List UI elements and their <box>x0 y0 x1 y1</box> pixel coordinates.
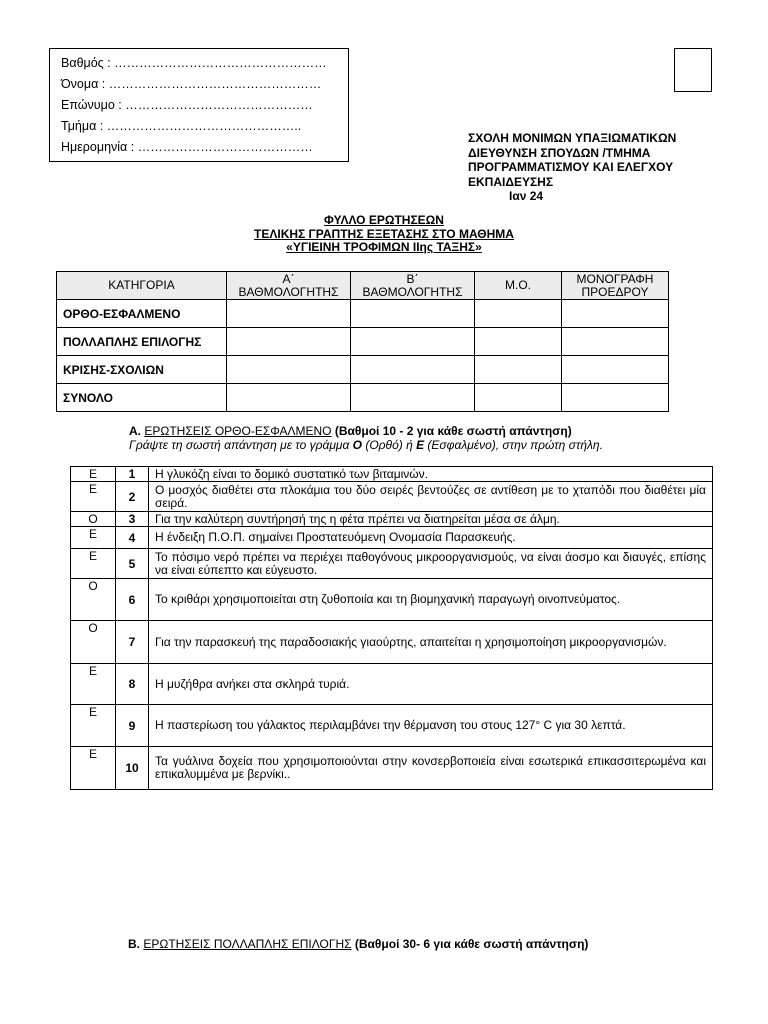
grades-header-row <box>57 272 669 300</box>
question-text: Η παστερίωση του γάλακτος περιλαμβάνει την θέρμανση του στους 127° C για 30 λεπτά. <box>149 705 713 747</box>
school-department-3: ΕΚΠΑΙΔΕΥΣΗΣ <box>468 174 554 189</box>
header-signature <box>562 272 669 300</box>
grade-cell[interactable] <box>475 384 562 412</box>
question-row <box>71 579 713 621</box>
instr-part-2: (Ορθό) ή <box>362 438 417 452</box>
grade-field[interactable]: Βαθμός : …………………………………………… <box>61 56 327 70</box>
grade-cell[interactable] <box>562 384 669 412</box>
header-grader-b-line1: Β΄ <box>406 271 419 286</box>
question-row <box>71 747 713 790</box>
grade-cell[interactable] <box>227 328 351 356</box>
question-text: Η γλυκόζη είναι το δομικό συστατικό των βιταμινών. <box>149 467 713 482</box>
header-category: ΚΑΤΗΓΟΡΙΑ <box>57 272 227 300</box>
school-header <box>468 131 676 204</box>
title-line-3: «ΥΓΙΕΙΝΗ ΤΡΟΦΙΜΩΝ IIης ΤΑΞΗΣ» <box>286 240 482 254</box>
header-average: Μ.Ο. <box>475 272 562 300</box>
grade-cell[interactable] <box>227 300 351 328</box>
section-b-points: (Βαθμοί 30- 6 για κάθε σωστή απάντηση) <box>351 937 589 951</box>
grade-box[interactable] <box>674 48 712 92</box>
first-name-field[interactable]: Όνομα : …………………………………………… <box>61 77 322 91</box>
question-number: 6 <box>116 579 149 621</box>
header-grader-a-line1: Α΄ <box>282 271 295 286</box>
title-line-1: ΦΥΛΛΟ ΕΡΩΤΗΣΕΩΝ <box>324 213 444 227</box>
question-number: 7 <box>116 621 149 664</box>
answer-cell[interactable]: Ε <box>71 664 116 705</box>
answer-cell[interactable]: Ε <box>71 705 116 747</box>
exam-date: Ιαν 24 <box>509 189 544 203</box>
question-text: Για την παρασκευή της παραδοσιακής γιαούρτης, απαιτείται η χρησιμοποίηση μικροοργανισμών. <box>149 621 713 664</box>
grades-row-multiple-choice <box>57 328 669 356</box>
category-label: ΠΟΛΛΑΠΛΗΣ ΕΠΙΛΟΓΗΣ <box>57 328 227 356</box>
question-text: Για την καλύτερη συντήρησή της η φέτα πρέπει να διατηρείται μέσα σε άλμη. <box>149 512 713 527</box>
header-signature-line2: ΠΡΟΕΔΡΟΥ <box>581 284 649 299</box>
question-row <box>71 621 713 664</box>
category-label: ΚΡΙΣΗΣ-ΣΧΟΛΙΩΝ <box>57 356 227 384</box>
question-row <box>71 512 713 527</box>
grade-cell[interactable] <box>562 300 669 328</box>
grade-cell[interactable] <box>227 356 351 384</box>
header-grader-a-line2: ΒΑΘΜΟΛΟΓΗΤΗΣ <box>238 284 339 299</box>
answer-cell[interactable]: Ε <box>71 467 116 482</box>
section-a-prefix: Α. <box>129 424 145 438</box>
category-label: ΟΡΘΟ-ΕΣΦΑΛΜΕΝΟ <box>57 300 227 328</box>
answer-cell[interactable]: Ε <box>71 482 116 512</box>
grade-cell[interactable] <box>227 384 351 412</box>
section-a-heading <box>129 424 603 452</box>
grade-cell[interactable] <box>351 384 475 412</box>
question-text: Το κριθάρι χρησιμοποιείται στη ζυθοποιία και τη βιομηχανική παραγωγή οινοπνεύματος. <box>149 579 713 621</box>
instr-part-3: (Εσφαλμένο), στην πρώτη στήλη. <box>424 438 603 452</box>
instr-letter-o: Ο <box>352 438 363 452</box>
date-field[interactable]: Ημερομηνία : …………………………………… <box>61 140 313 154</box>
section-a-instructions <box>129 438 603 452</box>
question-text: Η μυζήθρα ανήκει στα σκληρά τυριά. <box>149 664 713 705</box>
student-info-box <box>49 48 349 162</box>
grade-cell[interactable] <box>475 300 562 328</box>
question-text: Η ένδειξη Π.Ο.Π. σημαίνει Προστατευόμενη Ονομασία Παρασκευής. <box>149 527 713 549</box>
answer-cell[interactable]: Ο <box>71 579 116 621</box>
school-name: ΣΧΟΛΗ ΜΟΝΙΜΩΝ ΥΠΑΞΙΩΜΑΤΙΚΩΝ <box>468 131 677 145</box>
question-row <box>71 467 713 482</box>
school-department: ΔΙΕΥΘΥΝΣΗ ΣΠΟΥΔΩΝ /ΤΜΗΜΑ <box>468 145 651 160</box>
header-grader-b <box>351 272 475 300</box>
answer-cell[interactable]: Ε <box>71 747 116 790</box>
grade-cell[interactable] <box>562 356 669 384</box>
header-grader-a <box>227 272 351 300</box>
question-number: 5 <box>116 549 149 579</box>
grade-cell[interactable] <box>351 300 475 328</box>
question-text: Τα γυάλινα δοχεία που χρησιμοποιούνται στην κονσερβοποιεία είναι εσωτερικά επικασσιτερωμένα και επικαλυμμένα με βερνίκι.. <box>149 747 713 790</box>
question-text: Ο μοσχός διαθέτει στα πλοκάμια του δύο σειρές βεντούζες σε αντίθεση με το χταπόδι που διαθέτει μία σειρά. <box>149 482 713 512</box>
section-b-title: ΕΡΩΤΗΣΕΙΣ ΠΟΛΛΑΠΛΗΣ ΕΠΙΛΟΓΗΣ <box>143 937 352 951</box>
question-number: 3 <box>116 512 149 527</box>
grade-cell[interactable] <box>475 328 562 356</box>
question-row <box>71 664 713 705</box>
question-number: 1 <box>116 467 149 482</box>
answer-cell[interactable]: Ε <box>71 527 116 549</box>
question-row <box>71 482 713 512</box>
header-signature-line1: ΜΟΝΟΓΡΑΦΗ <box>576 271 654 286</box>
grades-table <box>56 271 669 412</box>
question-number: 8 <box>116 664 149 705</box>
header-grader-b-line2: ΒΑΘΜΟΛΟΓΗΤΗΣ <box>362 284 463 299</box>
answer-cell[interactable]: Ο <box>71 512 116 527</box>
question-row <box>71 705 713 747</box>
exam-title <box>0 214 768 255</box>
school-department-2: ΠΡΟΓΡΑΜΜΑΤΙΣΜΟΥ ΚΑΙ ΕΛΕΓΧΟΥ <box>468 160 674 174</box>
question-number: 10 <box>116 747 149 790</box>
question-number: 9 <box>116 705 149 747</box>
grade-cell[interactable] <box>351 356 475 384</box>
question-row <box>71 527 713 549</box>
grade-cell[interactable] <box>562 328 669 356</box>
question-row <box>71 549 713 579</box>
category-label: ΣΥΝΟΛΟ <box>57 384 227 412</box>
grades-row-total <box>57 384 669 412</box>
grades-row-comments <box>57 356 669 384</box>
question-number: 4 <box>116 527 149 549</box>
instr-part-1: Γράψτε τη σωστή απάντηση με το γράμμα <box>129 438 353 452</box>
question-number: 2 <box>116 482 149 512</box>
class-field[interactable]: Τμήμα : ……………………………………….. <box>61 119 302 133</box>
answer-cell[interactable]: Ο <box>71 621 116 664</box>
section-a-points: (Βαθμοί 10 - 2 για κάθε σωστή απάντηση) <box>331 424 572 438</box>
grade-cell[interactable] <box>351 328 475 356</box>
title-line-2: ΤΕΛΙΚΗΣ ΓΡΑΠΤΗΣ ΕΞΕΤΑΣΗΣ ΣΤΟ ΜΑΘΗΜΑ <box>254 226 514 241</box>
answer-cell[interactable]: Ε <box>71 549 116 579</box>
instr-letter-e: Ε <box>416 438 425 452</box>
section-b-heading <box>128 937 588 951</box>
grade-cell[interactable] <box>475 356 562 384</box>
question-text: Το πόσιμο νερό πρέπει να περιέχει παθογόνους μικροοργανισμούς, να είναι άοσμο και διαυγές, επίσης να είναι εύπεπτο και εύγευστο. <box>149 549 713 579</box>
questions-table <box>70 466 713 790</box>
last-name-field[interactable]: Επώνυμο : ……………………………………… <box>61 98 313 112</box>
grades-row-true-false <box>57 300 669 328</box>
section-b-prefix: Β. <box>128 937 144 951</box>
section-a-title: ΕΡΩΤΗΣΕΙΣ ΟΡΘΟ-ΕΣΦΑΛΜΕΝΟ <box>144 424 332 438</box>
